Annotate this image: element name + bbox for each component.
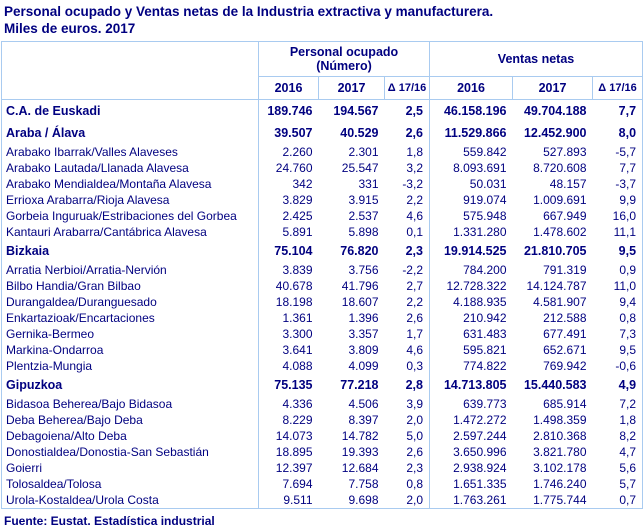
value-cell: 194.567 bbox=[333, 104, 379, 118]
value-cell: 7.694 bbox=[259, 476, 319, 492]
value-cell: 2,7 bbox=[406, 279, 423, 293]
table-row bbox=[2, 144, 643, 160]
value-cell: 4.506 bbox=[348, 397, 379, 411]
value-cell: 1.498.359 bbox=[533, 413, 587, 427]
value-cell: 2.425 bbox=[259, 208, 319, 224]
value-cell: 7,2 bbox=[619, 397, 637, 411]
section-total-row bbox=[2, 374, 643, 396]
value-cell: 1.478.602 bbox=[533, 225, 587, 239]
value-cell: 39.507 bbox=[259, 122, 319, 144]
region-name: Urola-Kostaldea/Urola Costa bbox=[6, 493, 159, 507]
value-cell: 4,6 bbox=[406, 209, 423, 223]
value-cell: 5,6 bbox=[619, 461, 637, 475]
col-header-ventas-delta: Δ 17/16 bbox=[593, 77, 643, 100]
value-cell: 7,7 bbox=[618, 104, 637, 118]
value-cell: 0,7 bbox=[619, 493, 637, 507]
value-cell: 14.713.805 bbox=[430, 374, 513, 396]
value-cell: 331 bbox=[358, 177, 379, 191]
value-cell: 40.529 bbox=[340, 126, 379, 140]
section-total-row bbox=[2, 100, 643, 123]
value-cell: 3.839 bbox=[259, 262, 319, 278]
value-cell: -0,6 bbox=[615, 359, 637, 373]
value-cell: 595.821 bbox=[430, 342, 513, 358]
value-cell: 3.821.780 bbox=[533, 445, 587, 459]
value-cell: 575.948 bbox=[430, 208, 513, 224]
value-cell: 9,5 bbox=[618, 244, 637, 258]
table-row bbox=[2, 208, 643, 224]
region-name: Deba Beherea/Bajo Deba bbox=[6, 413, 143, 427]
value-cell: 342 bbox=[259, 176, 319, 192]
value-cell: 75.104 bbox=[259, 240, 319, 262]
table-row bbox=[2, 492, 643, 509]
group-header-personal-ocupado: Personal ocupado (Número) bbox=[259, 42, 430, 77]
value-cell: -3,7 bbox=[615, 177, 637, 191]
region-name: Gipuzkoa bbox=[6, 378, 63, 392]
region-name: Errioxa Arabarra/Rioja Alavesa bbox=[6, 193, 170, 207]
value-cell: 41.796 bbox=[341, 279, 379, 293]
value-cell: 2.301 bbox=[348, 145, 379, 159]
value-cell: 3.357 bbox=[348, 327, 379, 341]
table-row bbox=[2, 224, 643, 240]
region-name: Donostialdea/Donostia-San Sebastián bbox=[6, 445, 209, 459]
group-header-row bbox=[2, 42, 643, 77]
value-cell: 2.938.924 bbox=[430, 460, 513, 476]
region-name: Markina-Ondarroa bbox=[6, 343, 104, 357]
footer bbox=[0, 509, 643, 530]
value-cell: 4,7 bbox=[619, 445, 637, 459]
value-cell: 12.684 bbox=[341, 461, 379, 475]
value-cell: 3.756 bbox=[348, 263, 379, 277]
value-cell: 11,1 bbox=[613, 225, 637, 239]
value-cell: 3.650.996 bbox=[430, 444, 513, 460]
section-total-row bbox=[2, 240, 643, 262]
page-title-line1: Personal ocupado y Ventas netas de la Industria extractiva y manufacturera. bbox=[4, 4, 494, 19]
value-cell: 2.260 bbox=[259, 144, 319, 160]
value-cell: 8.397 bbox=[348, 413, 379, 427]
table-row bbox=[2, 160, 643, 176]
value-cell: 2,3 bbox=[405, 244, 423, 258]
value-cell: 3.300 bbox=[259, 326, 319, 342]
table-row bbox=[2, 396, 643, 412]
value-cell: 2,2 bbox=[406, 295, 423, 309]
region-name: Araba / Álava bbox=[6, 126, 86, 140]
value-cell: 2,5 bbox=[405, 104, 423, 118]
value-cell: 1.472.272 bbox=[430, 412, 513, 428]
value-cell: 11.529.866 bbox=[430, 122, 513, 144]
value-cell: 4.088 bbox=[259, 358, 319, 374]
region-name: Tolosaldea/Tolosa bbox=[6, 477, 102, 491]
value-cell: 769.942 bbox=[543, 359, 587, 373]
value-cell: 3.102.178 bbox=[533, 461, 587, 475]
value-cell: 1,8 bbox=[406, 145, 423, 159]
value-cell: 15.440.583 bbox=[523, 378, 587, 392]
value-cell: 8,0 bbox=[618, 126, 637, 140]
value-cell: 18.198 bbox=[259, 294, 319, 310]
region-name: Arabako Ibarrak/Valles Alaveses bbox=[6, 145, 178, 159]
value-cell: 2,8 bbox=[405, 378, 423, 392]
value-cell: 1.746.240 bbox=[533, 477, 587, 491]
value-cell: 7.758 bbox=[348, 477, 379, 491]
value-cell: 21.810.705 bbox=[523, 244, 587, 258]
region-header-cell bbox=[2, 42, 259, 100]
value-cell: 16,0 bbox=[612, 209, 637, 223]
statistics-table bbox=[1, 41, 643, 509]
region-name: Plentzia-Mungia bbox=[6, 359, 93, 373]
value-cell: 0,1 bbox=[406, 225, 423, 239]
value-cell: 9.698 bbox=[348, 493, 379, 507]
table-header bbox=[2, 42, 643, 100]
value-cell: 1.651.335 bbox=[430, 476, 513, 492]
table-row bbox=[2, 476, 643, 492]
value-cell: 11,0 bbox=[613, 279, 637, 293]
value-cell: 5.891 bbox=[259, 224, 319, 240]
region-name: Arabako Mendialdea/Montaña Alavesa bbox=[6, 177, 212, 191]
value-cell: 8.093.691 bbox=[430, 160, 513, 176]
value-cell: 40.678 bbox=[259, 278, 319, 294]
value-cell: 46.158.196 bbox=[430, 100, 513, 123]
table-row bbox=[2, 358, 643, 374]
value-cell: 4,9 bbox=[618, 378, 637, 392]
region-name: Bilbo Handia/Gran Bilbao bbox=[6, 279, 141, 293]
value-cell: 19.914.525 bbox=[430, 240, 513, 262]
table-row bbox=[2, 444, 643, 460]
value-cell: 76.820 bbox=[340, 244, 379, 258]
value-cell: 1,8 bbox=[619, 413, 637, 427]
value-cell: 1.009.691 bbox=[533, 193, 587, 207]
value-cell: 12.452.900 bbox=[523, 126, 587, 140]
value-cell: 2,2 bbox=[406, 193, 423, 207]
value-cell: 2.597.244 bbox=[430, 428, 513, 444]
col-header-personal-2017: 2017 bbox=[319, 77, 385, 100]
value-cell: 4.581.907 bbox=[533, 295, 587, 309]
value-cell: 1.361 bbox=[259, 310, 319, 326]
group-header-ventas-netas: Ventas netas bbox=[430, 42, 643, 77]
value-cell: 189.746 bbox=[259, 100, 319, 123]
value-cell: 3.829 bbox=[259, 192, 319, 208]
region-name: Enkartazioak/Encartaciones bbox=[6, 311, 155, 325]
value-cell: 77.218 bbox=[340, 378, 379, 392]
value-cell: 12.397 bbox=[259, 460, 319, 476]
value-cell: 212.588 bbox=[543, 311, 587, 325]
value-cell: -3,2 bbox=[402, 177, 423, 191]
col-header-ventas-2016: 2016 bbox=[430, 77, 513, 100]
value-cell: 3.915 bbox=[348, 193, 379, 207]
value-cell: 18.895 bbox=[259, 444, 319, 460]
value-cell: 4.188.935 bbox=[430, 294, 513, 310]
value-cell: 14.124.787 bbox=[526, 279, 587, 293]
value-cell: 0,8 bbox=[619, 311, 637, 325]
region-name: Bidasoa Beherea/Bajo Bidasoa bbox=[6, 397, 173, 411]
table-row bbox=[2, 342, 643, 358]
value-cell: 3.809 bbox=[348, 343, 379, 357]
value-cell: 1,7 bbox=[406, 327, 423, 341]
value-cell: 50.031 bbox=[430, 176, 513, 192]
value-cell: 48.157 bbox=[549, 177, 587, 191]
value-cell: 4.336 bbox=[259, 396, 319, 412]
source-note: Fuente: Eustat. Estadística industrial bbox=[4, 514, 215, 528]
value-cell: 1.763.261 bbox=[430, 492, 513, 509]
value-cell: 3.641 bbox=[259, 342, 319, 358]
value-cell: 2.810.368 bbox=[533, 429, 587, 443]
region-name: Kantauri Arabarra/Cantábrica Alavesa bbox=[6, 225, 207, 239]
value-cell: 2,6 bbox=[405, 126, 423, 140]
value-cell: 9,4 bbox=[619, 295, 637, 309]
region-name: Arabako Lautada/Llanada Alavesa bbox=[6, 161, 189, 175]
value-cell: 667.949 bbox=[543, 209, 587, 223]
value-cell: 9.511 bbox=[259, 492, 319, 509]
value-cell: 784.200 bbox=[430, 262, 513, 278]
value-cell: 49.704.188 bbox=[523, 104, 587, 118]
value-cell: 8.229 bbox=[259, 412, 319, 428]
value-cell: 18.607 bbox=[341, 295, 379, 309]
value-cell: 3,9 bbox=[406, 397, 423, 411]
value-cell: 5.898 bbox=[348, 225, 379, 239]
table-row bbox=[2, 192, 643, 208]
region-name: Bizkaia bbox=[6, 244, 50, 258]
value-cell: 0,8 bbox=[406, 477, 423, 491]
table-row bbox=[2, 176, 643, 192]
value-cell: 12.728.322 bbox=[430, 278, 513, 294]
value-cell: 8,2 bbox=[619, 429, 637, 443]
value-cell: 14.782 bbox=[341, 429, 379, 443]
value-cell: 75.135 bbox=[259, 374, 319, 396]
value-cell: 2,6 bbox=[406, 445, 423, 459]
section-total-row bbox=[2, 122, 643, 144]
table-row bbox=[2, 278, 643, 294]
region-name: Debagoiena/Alto Deba bbox=[6, 429, 127, 443]
region-name: Goierri bbox=[6, 461, 43, 475]
value-cell: 2,3 bbox=[406, 461, 423, 475]
page-title bbox=[0, 0, 643, 41]
value-cell: 1.396 bbox=[348, 311, 379, 325]
value-cell: -2,2 bbox=[402, 263, 423, 277]
col-header-ventas-2017: 2017 bbox=[513, 77, 593, 100]
value-cell: 677.491 bbox=[543, 327, 587, 341]
value-cell: 2.537 bbox=[348, 209, 379, 223]
region-name: Arratia Nerbioi/Arratia-Nervión bbox=[6, 263, 167, 277]
table-row bbox=[2, 262, 643, 278]
value-cell: 4,6 bbox=[406, 343, 423, 357]
value-cell: 2,0 bbox=[406, 493, 423, 507]
value-cell: 210.942 bbox=[430, 310, 513, 326]
value-cell: 24.760 bbox=[259, 160, 319, 176]
value-cell: 8.720.608 bbox=[533, 161, 587, 175]
table-body bbox=[2, 100, 643, 509]
value-cell: 7,7 bbox=[619, 161, 637, 175]
value-cell: 9,5 bbox=[619, 343, 637, 357]
value-cell: 19.393 bbox=[341, 445, 379, 459]
value-cell: 25.547 bbox=[341, 161, 379, 175]
value-cell: 5,0 bbox=[406, 429, 423, 443]
page-title-line2: Miles de euros. 2017 bbox=[4, 21, 136, 36]
value-cell: 2,0 bbox=[406, 413, 423, 427]
region-name: Gernika-Bermeo bbox=[6, 327, 95, 341]
value-cell: 919.074 bbox=[430, 192, 513, 208]
value-cell: 7,3 bbox=[619, 327, 637, 341]
value-cell: 9,9 bbox=[619, 193, 637, 207]
region-name: C.A. de Euskadi bbox=[6, 104, 101, 118]
value-cell: 527.893 bbox=[543, 145, 587, 159]
value-cell: 774.822 bbox=[430, 358, 513, 374]
value-cell: 791.319 bbox=[543, 263, 587, 277]
table-row bbox=[2, 412, 643, 428]
value-cell: 3,2 bbox=[406, 161, 423, 175]
value-cell: -5,7 bbox=[615, 145, 637, 159]
value-cell: 5,7 bbox=[619, 477, 637, 491]
table-row bbox=[2, 326, 643, 342]
table-row bbox=[2, 460, 643, 476]
col-header-personal-delta: Δ 17/16 bbox=[385, 77, 430, 100]
value-cell: 631.483 bbox=[430, 326, 513, 342]
value-cell: 652.671 bbox=[543, 343, 587, 357]
col-header-personal-2016: 2016 bbox=[259, 77, 319, 100]
value-cell: 4.099 bbox=[348, 359, 379, 373]
value-cell: 0,3 bbox=[406, 359, 423, 373]
table-row bbox=[2, 294, 643, 310]
value-cell: 1.775.744 bbox=[533, 493, 587, 507]
value-cell: 639.773 bbox=[430, 396, 513, 412]
table-row bbox=[2, 310, 643, 326]
value-cell: 14.073 bbox=[259, 428, 319, 444]
value-cell: 2,6 bbox=[406, 311, 423, 325]
value-cell: 1.331.280 bbox=[430, 224, 513, 240]
value-cell: 0,9 bbox=[619, 263, 637, 277]
region-name: Durangaldea/Duranguesado bbox=[6, 295, 157, 309]
table-row bbox=[2, 428, 643, 444]
value-cell: 685.914 bbox=[543, 397, 587, 411]
region-name: Gorbeia Inguruak/Estribaciones del Gorbea bbox=[6, 209, 237, 223]
value-cell: 559.842 bbox=[430, 144, 513, 160]
